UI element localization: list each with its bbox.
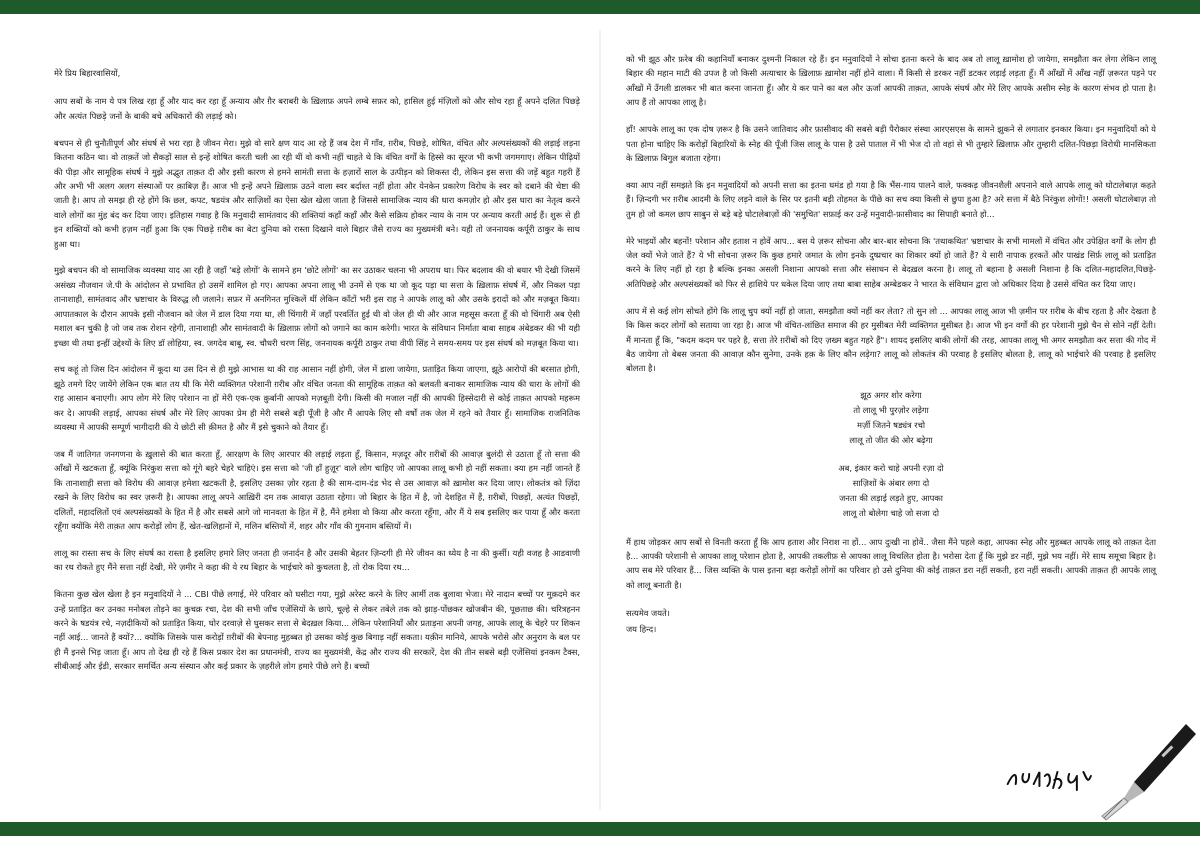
poem-line: लालू तो बोलेगा चाहे जो सजा दो — [842, 507, 940, 518]
paragraph: बचपन से ही चुनौतीपूर्ण और संघर्ष से भरा रहा है जीवन मेरा। मुझे वो सारे क्षण याद आ रहे हैं जब देश में गाँव, ग़रीब, पिछड़े, शोषित, वंचित और अल्पसंख्यकों की लड़ाई लड़ना कितना कठिन था। वो ताक़तें जो सैकड़ों साल से इन्हें शोषित करती चली आ रही थीं वो कभी नहीं चाहते थे कि वंचित वर्गों के हिस्से का सूरज भी कभी जगमगाए। लेकिन पीढ़ियों की पीड़ा और सामूहिक संघर्ष ने मुझे अद्भुत ताक़त दी और इसी कारण से हमने सामंती सत्ता के हज़ारों साल के उत्पीड़न को शिकस्त दी, लेकिन इस सत्ता की जड़ें बहुत गहरी हैं और अभी भी अलग अलग संस्थाओं पर क़ाबिज़ हैं। आज भी इन्हें अपने ख़िलाफ़ उठने वाला स्वर बर्दाश्त नहीं होता और येनकेन प्रकारेण विरोध के स्वर को दबाने की चेष्टा की जाती है। आप तो समझ ही रहे होंगे कि छल, कपट, षडयंत्र और साज़िशों का ऐसा खेल खेला जाता है जिससे सामाजिक न्याय की धारा कमज़ोर हो और इस धारा का नेतृत्व करने वाले लोगों का मुंह बंद कर दिया जाए। इतिहास गवाह है कि मनुवादी सामंतवाद की शक्तियां कहाँ कहाँ और कैसे सक्रिय होकर न्याय के नाम पर अन्याय करती आई हैं। शुरू से ही इन शक्तियों को कभी हज़म नहीं हुआ कि एक पिछड़े ग़रीब का बेटा दुनिया को रास्ता दिखाने वाले बिहार जैसे राज्य का मुख्यमंत्री बने। यही तो जननायक कर्पूरी ठाकुर के साथ हुआ था। — [54, 137, 580, 249]
page-fold-divider — [599, 30, 601, 810]
paragraph: जब मैं जातिगत जनगणना के ख़ुलासे की बात करता हूँ, आरक्षण के लिए आरपार की लड़ाई लड़ता हूँ, किसान, मज़दूर और ग़रीबों की आवाज़ बुलंदी से उठाता हूँ तो सत्ता की आँखों में खटकता हूँ, क्यूंकि निरंकुश सत्ता को गूंगे बहरे चेहरे चाहिएं। इस सत्ता को 'जी हाँ हुज़ूर' वाले लोग चाहिए जो आपका लालू कभी हो नहीं सकता। क्या हम नहीं जानते हैं कि तानाशाही सत्ता को विरोध की आवाज़ हमेशा खटकती है, इसलिए उसका ज़ोर रहता है की साम-दाम-दंड भेद से उस आवाज़ को ख़ामोश कर दिया जाए। लोकतंत्र को ज़िंदा रखने के लिए विरोध का स्वर ज़रूरी है। आपका लालू अपने आख़िरी दम तक आवाज़ उठाता रहेगा। जो बिहार के हित में है, जो देशहित में हैं, ग़रीबों, पिछड़ों, अत्यंत पिछड़ों, दलितों, महादलितों एवं अल्पसंख्यकों के हित में है और सबसे आगे जो मानवता के हित में है, मैंने हमेशा वो किया और करता रहूँगा, और मैं ये सब इसलिए कर पाया हूँ और करता रहूँगा क्योंकि मेरी ताक़त आप करोड़ों लोग हैं, खेत-खलिहानों में, मलिन बस्तियों में, शहर और गाँव की गुमनाम बस्तियों में। — [54, 448, 580, 531]
paragraph: लालू का रास्ता सच के लिए संघर्ष का रास्ता है इसलिए हमारे लिए जनता ही जनार्दन है और उसकी बेहतर ज़िन्दगी ही मेरे जीवन का ध्येय है ना की कुर्सी। यही वजह है आडवाणी का रथ रोकते हुए मैंने सत्ता नहीं देखी, मेरे ज़मीर ने कहा की ये रथ बिहार के भाईचारे को कुचलता है, तो रोक दिया रथ... — [54, 547, 580, 573]
poem-line: साज़िशों के अंबार लगा दो — [852, 478, 930, 489]
salutation: मेरे प्रिय बिहारवासियों, — [54, 68, 121, 78]
signature-icon — [1002, 762, 1097, 796]
paragraph: आप में से कई लोग सोचते होंगे कि लालू चुप क्यों नहीं हो जाता, समझौता क्यों नहीं कर लेता? तो सुन लो ... आपका लालू आज भी ज़मीन पर ग़रीब के बीच रहता है और देखता है कि किस कदर लोगों को सताया जा रहा है। आज भी वंचित-लांछित समाज की हर मुसीबत मेरी व्यक्तिगत मुसीबत है। आज भी इन वर्गों की हर परेशानी मुझे चैन से सोने नहीं देती। मैं मानता हूँ कि, "कदम कदम पर पहरे है, सत्ता तेरे ग़रीबों को दिए ज़ख्म बहुत गहरे हैं"। शायद इसलिए बाकी लोगों की तरह, आपका लालू भी अगर समझौता कर सत्ता की गोद में बैठ जायेगा तो बेबस जनता की आवाज़ कौन सुनेगा, उनके हक़ के लिए कौन लड़ेगा? लालू को लोकतंत्र की परवाह है इसलिए बोलता है, लालू को भाईचारे की परवाह है इसलिए बोलता है। — [626, 305, 1156, 374]
handwritten-signature — [1001, 762, 1097, 802]
letter-right-column — [626, 52, 1156, 637]
paragraph: हाँ! आपके लालू का एक दोष ज़रूर है कि उसने जातिवाद और फ़ासीवाद की सबसे बड़ी पैरोकार संस्था आरएसएस के सामने झुकने से लगातार इनकार किया। इन मनुवादियों को ये पता होना चाहिए कि करोड़ों बिहारियों के स्नेह की पूँजी जिस लालू के पास है उसे पाताल में भी भेज दो तो वहां से भी तुम्हारे ख़िलाफ़ और तुम्हारी दलित-पिछड़ा विरोधी मानसिकता के ख़िलाफ़ बिगुल बजाता रहेगा। — [626, 124, 1156, 163]
poem-stanza — [626, 388, 1156, 447]
final-paragraph: मैं हाथ जोड़कर आप सबों से विनती करता हूँ कि आप हताश और निराश ना हों... आप दुःखी ना होवें.. जैसा मैंने पहले कहा, आपका स्नेह और मुहब्बत आपके लालू को ताक़त देता है... आपकी परेशानी से आपका लालू परेशान होता है, आपकी तकलीफ़ से आपका लालू विचलित होता है। भरोसा देता हूँ कि मुझे डर नहीं, मुझे भय नहीं। मेरे साथ समूचा बिहार है। आप सब मेरे परिवार हैं... जिस व्यक्ति के पास इतना बड़ा करोड़ों लोगों का परिवार हो उसे दुनिया की कोई ताक़त डरा नहीं सकती, हरा नहीं सकती। आपकी ताक़त ही आपके लालू को लालू बनाती है। — [626, 536, 1157, 590]
paragraph: मुझे बचपन की वो सामाजिक व्यवस्था याद आ रही है जहाँ 'बड़े लोगों' के सामने हम 'छोटे लोगों' का सर उठाकर चलना भी अपराध था। फिर बदलाव की वो बयार भी देखी जिसमें असंख्य नौजवान जे.पी के आंदोलन से प्रभावित हो उसमें शामिल हो गए। आपका अपना लालू भी उनमें से एक था जो कूद पड़ा था सत्ता के ख़िलाफ़ संघर्ष में, और निकल पड़ा तानाशाही, सामंतवाद और भ्रष्टाचार के विरुद्ध लौ जलाने। सफ़र में अनगिनत मुश्किलें थीं लेकिन काँटों भरी इस राह ने आपके लालू को और उसके इरादों को और मज़बूत किया। आपातकाल के दौरान आपके इसी नौजवान को जेल में डाल दिया गया था, ली चिंगारी में जहाँ परवर्तित हुई थी वो जेल ही थी और आज महसूस करता हूँ की वो चिंगारी अब ऐसी मशाल बन चुकी है जो जब तक रोशन रहेगी, तानाशाही और सामंतवादी के ख़िलाफ़ लोगों को जगाने का काम करेगी। भारत के संविधान निर्माता बाबा साहब अंबेडकर की भी यही इच्छा थी तथा इन्हीं उद्देश्यों के लिए डॉ लोहिया, स्व. जगदेव बाबू, स्व. चौधरी चरण सिंह, जननायक कर्पूरी ठाकुर तथा वीपी सिंह ने समय-समय पर इस संघर्ष को मज़बूत किया था। — [54, 265, 580, 348]
closing-satyamev-jayate: सत्यमेव जयते। — [626, 607, 670, 618]
letter-left-column — [54, 66, 580, 686]
poem-line: अब, इंकार करो चाहे अपनी रज़ा दो — [838, 463, 944, 474]
poem-line: जनता की लड़ाई लड़ते हुए, आपका — [839, 493, 943, 503]
paragraph: को भी झूठ और फ़रेब की कहानियाँ बनाकर दुश्मनी निकाल रहे हैं। इन मनुवादियों ने सोचा इतना करने के बाद अब तो लालू ख़ामोश हो जायेगा, समझौता कर लेगा लेकिन लालू बिहार की महान माटी की उपज है जो किसी अत्याचार के ख़िलाफ़ ख़ामोश नहीं होने वाला। मैं किसी से डरकर नहीं डटकर लड़ाई लड़ता हूँ। मैं आँखों में आँख नहीं ज़रूरत पड़ने पर आँखों में उँगली डालकर भी बात करना जानता हूँ। और ये कर पाने का बल और ऊर्जा आपकी ताक़त, आपके संघर्ष और मेरे लिए आपके असीम स्नेह के कारण संभव हो पाता है। आप हैं तो आपका लालू है। — [626, 54, 1156, 108]
top-green-band — [0, 0, 1200, 14]
poem-line: लालू तो जीत की ओर बढ़ेगा — [849, 434, 933, 445]
poem-line: तो लालू भी पुरज़ोर लड़ेगा — [853, 405, 929, 416]
poem-stanza — [626, 461, 1156, 520]
paragraph: आप सबों के नाम ये पत्र लिख रहा हूँ और याद कर रहा हूँ अन्याय और ग़ैर बराबरी के ख़िलाफ़ अपने लम्बे सफ़र को, हासिल हुई मंज़िलों को और सोच रहा हूँ अपने दलित पिछड़े और अत्यंत पिछड़े जनों के बाकी बचे अधिकारों की लड़ाई को। — [54, 96, 580, 121]
closing — [626, 605, 1156, 637]
poem — [626, 388, 1156, 520]
poem-line: झूठ अगर शोर करेगा — [860, 390, 922, 401]
paragraph: मेरे भाइयों और बहनों! परेशान और हताश न होवें आप... बस ये ज़रूर सोचना और बार-बार सोचना कि 'तथाकथित' भ्रष्टाचार के सभी मामलों में वंचित और उपेक्षित वर्गों के लोग ही जेल क्यों भेजे जाते हैं? ये भी सोचना ज़रूर कि कुछ हमारे जमात के लोग इनके दुष्प्रचार का शिकार क्यों हो जाते हैं? ये सारी नापाक हरकतें और पाखंड सिर्फ़ लालू को प्रताड़ित करने के लिए नहीं हो रहा है बल्कि इनका असली निशाना आपको सत्ता और संसाधन से बेदख़ल करना है। लालू तो बहाना है असली निशाना है कि दलित-महादलित,पिछड़े-अतिपिछड़े और अल्पसंख्यकों को फिर से हाशिये पर धकेल दिया जाए तथा बाबा साहेब अम्बेडकर ने भारत के संविधान द्वारा जो अधिकार दिया है उससे वंचित कर दिया जाए। — [626, 235, 1156, 289]
paragraph: क्या आप नहीं समझते कि इन मनुवादियों को अपनी सत्ता का इतना घमंड हो गया है कि भैंस-गाय पालने वाले, फक्कड़ जीवनशैली अपनाने वाले आपके लालू को घोटालेबाज़ कहते हैं। ज़िन्दगी भर ग़रीब आदमी के लिए लड़ने वाले के सिर पर इतनी बड़ी तोहमत के पीछे का सच क्या किसी से छुपा हुआ है? अरे सत्ता में बैठे निरंकुश लोगों!! असली घोटालेबाज़ तो तुम हो जो कमल छाप साबुन से बड़े बड़े घोटालेबाज़ों की 'समुचित' सफ़ाई कर उन्हें मनुवादी-फ़ासीवाद का सिपाही बनाते हो... — [626, 179, 1156, 219]
fountain-pen-icon — [1098, 720, 1198, 824]
bottom-green-band — [0, 822, 1200, 836]
closing-jai-hind: जय हिन्द। — [626, 623, 657, 634]
paragraph: सच कहूं तो जिस दिन आंदोलन में कूदा था उस दिन से ही मुझे आभास था की राह आसान नहीं होगी, जेल में डाला जायेगा, प्रताड़ित किया जाएगा, झूठे आरोपों की बरसात होगी, झूठे तमगे दिए जायेंगे लेकिन एक बात तय थी कि मेरी व्यक्तिगत परेशानी ग़रीब और वंचित जनता की सामूहिक ताक़त को बलवती बनाकर सामाजिक न्याय की धारा के लोगों की राह आसान बनाएगी। आप लोग मेरे लिए परेशान ना हों मेरी एक-एक क़ुर्बानी आपको मज़बूती देगी। किसी की मजाल नहीं की आपकी हिस्सेदारी से कोई ताक़त आपको महरूम कर दे। आपकी लड़ाई, आपका संघर्ष और मेरे लिए आपका प्रेम ही मेरी सबसे बड़ी पूँजी है और मैं आपके लिए सौ वर्षों तक जेल में रहने को तैयार हूँ। सामाजिक राजनितिक व्यवस्था में आपकी सम्पूर्ण भागीदारी की ये छोटी सी क़ीमत है और मैं इसे चुकाने को तैयार हूँ। — [54, 364, 580, 433]
paragraph: कितना कुछ खेल खेला है इन मनुवादियों ने ... CBI पीछे लगाई, मेरे परिवार को घसीटा गया, मुझे अरेस्ट करने के लिए आर्मी तक बुलावा भेजा। मेरे नादान बच्चों पर मुक़दमे कर उन्हें प्रताड़ित कर उनका मनोबल तोड़ने का कुचक्र रचा, देश की सभी जाँच एजेंसियों के छापे, चूल्हे से लेकर तबेले तक को झाड़-पोंछकर खोजबीन की, पूछताछ की। चरित्रहनन करने के षडयंत्र रचे, नज़दीकियों को प्रताड़ित किया, घोर दरवाज़े से घुसकर सत्ता से बेदख़ल किया... लेकिन परेशानियाँ और प्रताड़ना अपनी जगह, आपके लालू के चेहरे पर शिकन नहीं आई... जानते हैं क्यों?... क्योंकि जिसके पास करोड़ों ग़रीबों की बेपनाह मुहब्बत हो उसका कोई कुछ बिगाड़ नहीं सकता। यक़ीन मानिये, आपके भरोसे और अनुराग के बल पर ही मैं इनसे भिड़ जाता हूँ। आप तो देख ही रहे हैं किस प्रकार देश का प्रधानमंत्री, राज्य का मुख्यमंत्री, केंद्र और राज्य की सरकारें, देश की तीन सबसे बड़ी एजेंसियां इनकम टैक्स, सीबीआई और ईडी, सरकार समर्थित अन्य संस्थान और कई प्रकार के ज़हरीले लोग हमारे पीछे लगे हैं। बच्चों — [54, 589, 580, 672]
poem-line: मर्ज़ी जितने षड्यंत्र रचो — [856, 419, 926, 430]
